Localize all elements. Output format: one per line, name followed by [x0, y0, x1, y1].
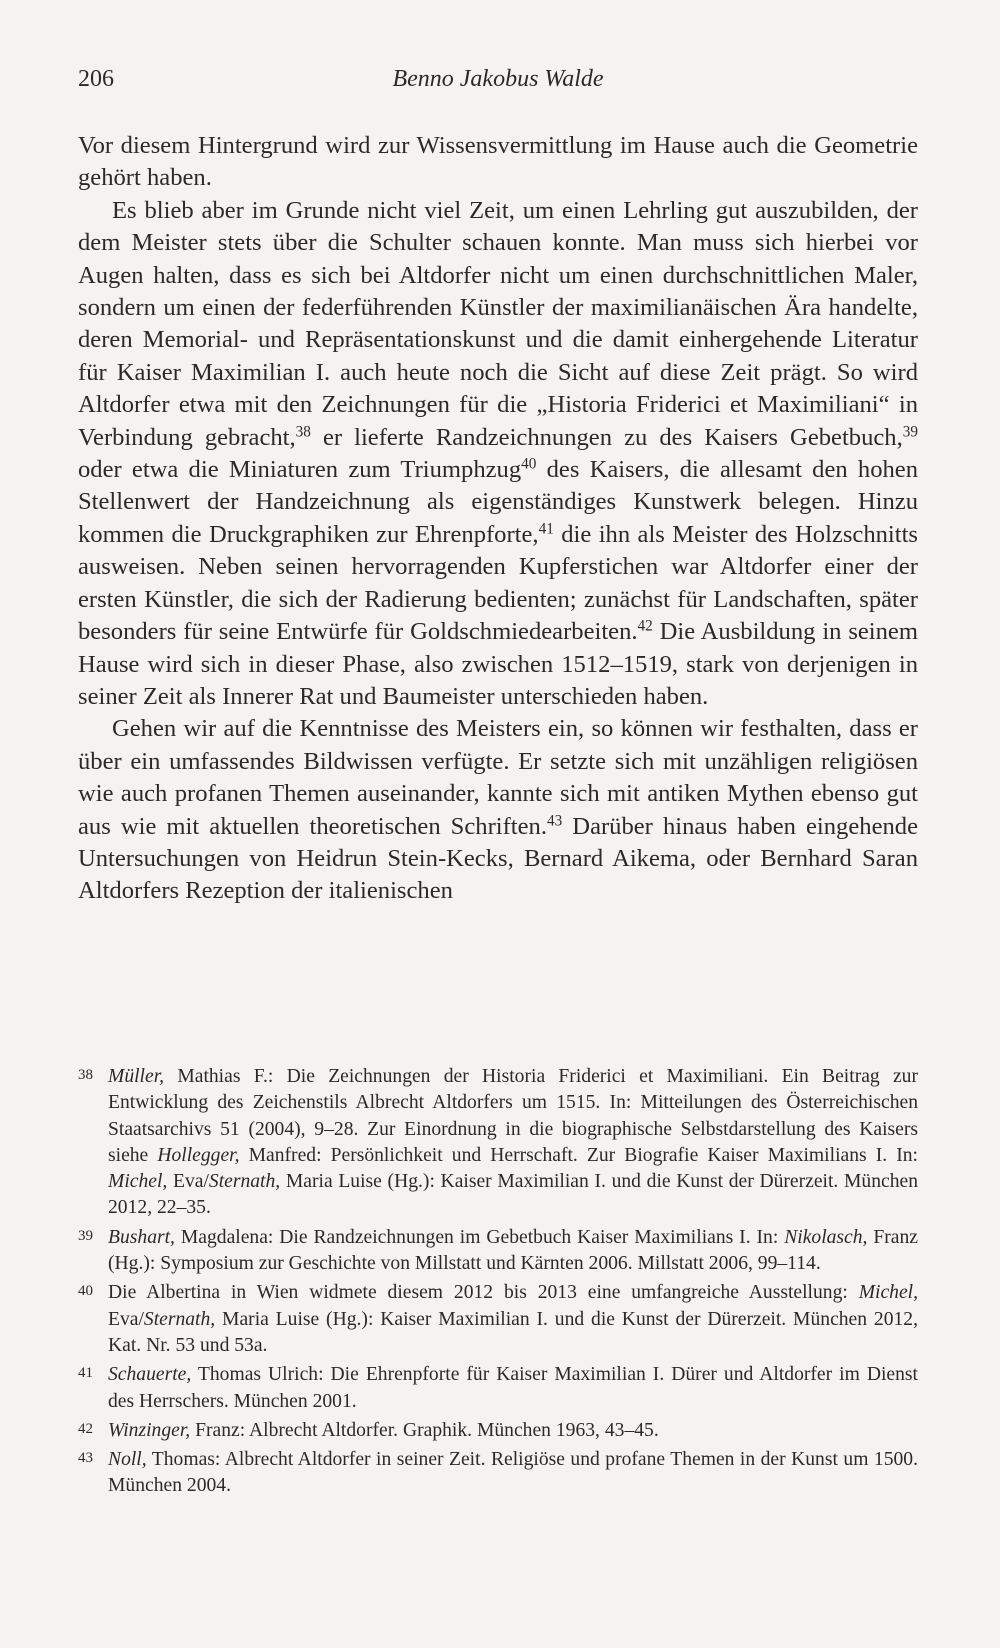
author-name: Hollegger,: [157, 1144, 240, 1166]
footnote-ref-40[interactable]: 40: [521, 455, 537, 473]
footnote-number: 43: [78, 1450, 93, 1467]
footnote-text: Manfred: Persönlichkeit und Herrschaft. Zur Biografie Kaiser Maximilians I. In:: [239, 1144, 918, 1166]
footnote-number: 40: [78, 1283, 93, 1300]
text-segment: er lieferte Randzeichnungen zu des Kaisers Gebetbuch,: [310, 423, 903, 451]
footnote-39: [78, 1225, 918, 1278]
footnote-text: Die Albertina in Wien widmete diesem 2012 bis 2013 eine umfangreiche Ausstellung:: [108, 1282, 859, 1304]
page-header: [78, 66, 918, 106]
author-name: Sternath,: [208, 1171, 281, 1193]
text-segment: die ihn als Meister des Holzschnitts ausweisen. Neben seinen hervorragenden Kupferstichen war Altdorfer einer der ersten Künstler, die sich der Radierung bedienten; zunächst für Landschaften, später besonders für seine Entwürfe für Goldschmiedearbeiten.: [78, 520, 918, 646]
footnote-text: Thomas Ulrich: Die Ehrenpforte für Kaiser Maximilian I. Dürer und Altdorfer im Dienst des Herrschers. München 2001.: [108, 1364, 918, 1412]
footnote-text: Franz (Hg.): Symposium zur Geschichte von Millstatt und Kärnten 2006. Millstatt 2006, 99–114.: [108, 1226, 918, 1275]
text-segment: Gehen wir auf die Kenntnisse des Meisters ein, so können wir festhalten, dass er über ein umfassendes Bildwissen verfügte. Er setzte sich mit unzähligen religiösen wie auch profanen Themen auseinander, kannte sich mit antiken Mythen ebenso gut aus wie mit aktuellen theoretischen Schriften.: [78, 715, 918, 840]
author-name: Sternath,: [143, 1308, 216, 1330]
footnote-text: Maria Luise (Hg.): Kaiser Maximilian I. und die Kunst der Dürerzeit. München 2012, Kat. Nr. 53 und 53a.: [108, 1308, 918, 1356]
footnote-41: [78, 1362, 918, 1415]
footnote-number: 38: [78, 1067, 93, 1083]
footnote-42: [78, 1418, 918, 1444]
text-segment: Es blieb aber im Grunde nicht viel Zeit, um einen Lehrling gut auszubilden, der dem Meister stets über die Schulter schauen konnte. Man muss sich hierbei vor Augen halten, dass es sich bei Altdorfer nicht um einen durchschnittlichen Maler, sondern um einen der federführenden Künstler der maximilianäischen Ära handelte, deren Memorial- und Repräsentationskunst und die damit einhergehende Literatur für Kaiser Maximilian I. auch heute noch die Sicht auf diese Zeit prägt. So wird Altdorfer etwa mit den Zeichnungen für die „Historia Friderici et Maximiliani“ in Verbindung gebracht,: [78, 196, 918, 451]
paragraph-2: [78, 195, 918, 714]
footnote-38: [78, 1064, 918, 1222]
text-segment: Die Ausbildung in seinem Hause wird sich in dieser Phase, also zwischen 1512–1519, stark von derjenigen in seiner Zeit als Innerer Rat und Baumeister unterschieden haben.: [78, 618, 918, 710]
footnote-40: [78, 1280, 918, 1359]
page-number: 206: [78, 66, 114, 92]
footnote-text: Mathias F.: Die Zeichnungen der Historia Friderici et Maximiliani. Ein Beitrag zur Entwicklung des Zeichenstils Albrecht Altdorfers um 1515. In: Mitteilungen des Österreichischen Staatsarchivs 51 (2004), 9–28. Zur Einordnung in die biographische Selbstdarstellung des Kaisers siehe: [108, 1066, 918, 1166]
running-head: Benno Jakobus Walde: [392, 66, 604, 92]
footnote-43: [78, 1447, 918, 1500]
author-name: Michel,: [108, 1171, 168, 1193]
paragraph-3: [78, 713, 918, 907]
footnotes: [78, 1064, 918, 1503]
author-name: Bushart,: [108, 1226, 175, 1248]
footnote-ref-39[interactable]: 39: [902, 423, 918, 441]
author-name: Nikolasch,: [784, 1226, 868, 1248]
text-segment: Darüber hinaus haben eingehende Untersuchungen von Heidrun Stein-Kecks, Bernard Aikema, oder Bernhard Saran Altdorfers Rezeption der italienischen: [78, 812, 918, 905]
main-text: [78, 130, 918, 908]
footnote-text: Eva/: [167, 1171, 209, 1193]
author-name: Schauerte,: [108, 1364, 192, 1386]
footnote-number: 41: [78, 1365, 93, 1382]
paragraph-1: Vor diesem Hintergrund wird zur Wissensvermittlung im Hause auch die Geometrie gehört haben.: [78, 132, 918, 192]
footnote-text: Eva/: [108, 1308, 144, 1330]
footnote-number: 39: [78, 1227, 93, 1244]
author-name: Müller,: [108, 1066, 165, 1087]
footnote-text: Maria Luise (Hg.): Kaiser Maximilian I. und die Kunst der Dürerzeit. München 2012, 22–35.: [108, 1171, 918, 1219]
author-name: Winzinger,: [108, 1419, 191, 1441]
footnote-number: 42: [78, 1420, 93, 1437]
footnote-ref-43[interactable]: 43: [546, 812, 563, 830]
footnote-ref-41[interactable]: 41: [538, 520, 554, 538]
footnote-text: Franz: Albrecht Altdorfer. Graphik. München 1963, 43–45.: [190, 1419, 659, 1441]
author-name: Michel,: [858, 1282, 918, 1304]
footnote-text: Magdalena: Die Randzeichnungen im Gebetbuch Kaiser Maximilians I. In:: [174, 1226, 785, 1248]
author-name: Noll,: [108, 1449, 147, 1471]
footnote-text: Thomas: Albrecht Altdorfer in seiner Zeit. Religiöse und profane Themen in der Kunst um 1500. München 2004.: [108, 1449, 918, 1497]
text-segment: oder etwa die Miniaturen zum Triumphzug: [78, 456, 522, 484]
footnote-ref-42[interactable]: 42: [637, 617, 653, 635]
footnote-ref-38[interactable]: 38: [295, 423, 311, 441]
text-segment: des Kaisers, die allesamt den hohen Stellenwert der Handzeichnung als eigenständiges Kunstwerk belegen. Hinzu kommen die Druckgraphiken zur Ehrenpforte,: [78, 456, 919, 548]
